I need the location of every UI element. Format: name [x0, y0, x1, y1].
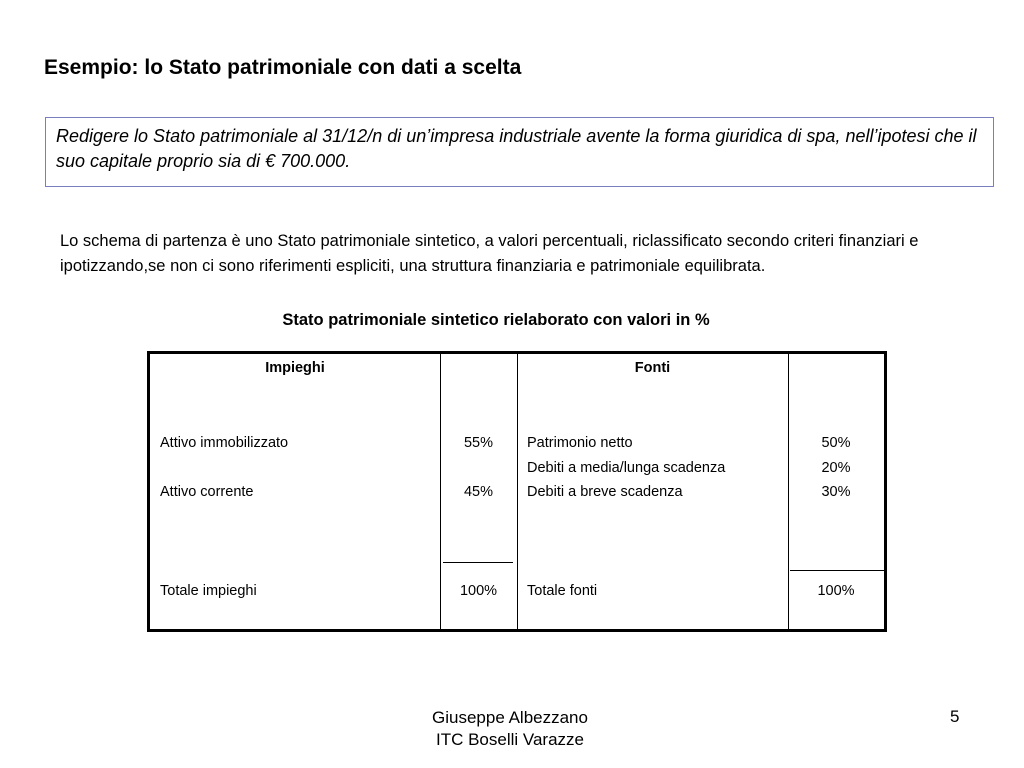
fonti-header: Fonti: [634, 360, 671, 376]
author-name: Giuseppe Albezzano: [432, 708, 588, 727]
balance-sheet-table: [147, 351, 887, 632]
table-caption: [0, 311, 1024, 330]
slide-title: Esempio: lo Stato patrimoniale con dati a scelta: [44, 56, 522, 79]
impieghi-header: Impieghi: [265, 360, 325, 376]
fonti-row-label: Patrimonio netto: [527, 435, 633, 451]
task-text: Redigere lo Stato patrimoniale al 31/12/n di un’impresa industriale avente la forma giuridica di spa, nell’ipotesi che il suo capitale proprio sia di € 700.000.: [56, 126, 977, 171]
impieghi-row-label: Attivo corrente: [160, 484, 254, 500]
column-divider: [517, 354, 518, 629]
page-number: 5: [950, 707, 960, 726]
impieghi-row-value: 45%: [463, 484, 494, 500]
footer-author: [0, 707, 1024, 751]
totale-fonti-value: 100%: [817, 583, 855, 599]
totale-fonti-label: Totale fonti: [527, 583, 598, 599]
fonti-row-value: 20%: [821, 460, 851, 476]
fonti-row-label: Debiti a media/lunga scadenza: [527, 460, 726, 476]
subtotal-rule: [790, 570, 884, 571]
subtotal-rule: [443, 562, 513, 563]
table-caption-text: Stato patrimoniale sintetico rielaborato con valori in %: [282, 311, 710, 329]
fonti-row-value: 30%: [821, 484, 851, 500]
fonti-row-label: Debiti a breve scadenza: [527, 484, 683, 500]
totale-impieghi-value: 100%: [459, 583, 498, 599]
fonti-row-value: 50%: [821, 435, 851, 451]
impieghi-row-label: Attivo immobilizzato: [160, 435, 289, 451]
totale-impieghi-label: Totale impieghi: [160, 583, 257, 599]
impieghi-row-value: 55%: [463, 435, 494, 451]
task-box: [45, 117, 994, 187]
school-name: ITC Boselli Varazze: [435, 730, 584, 749]
intro-paragraph: Lo schema di partenza è uno Stato patrimoniale sintetico, a valori percentuali, riclassificato secondo criteri finanziari e ipotizzando,se non ci sono riferimenti espliciti, una struttura finanziaria e patrimoniale equilibrata.: [60, 232, 919, 275]
